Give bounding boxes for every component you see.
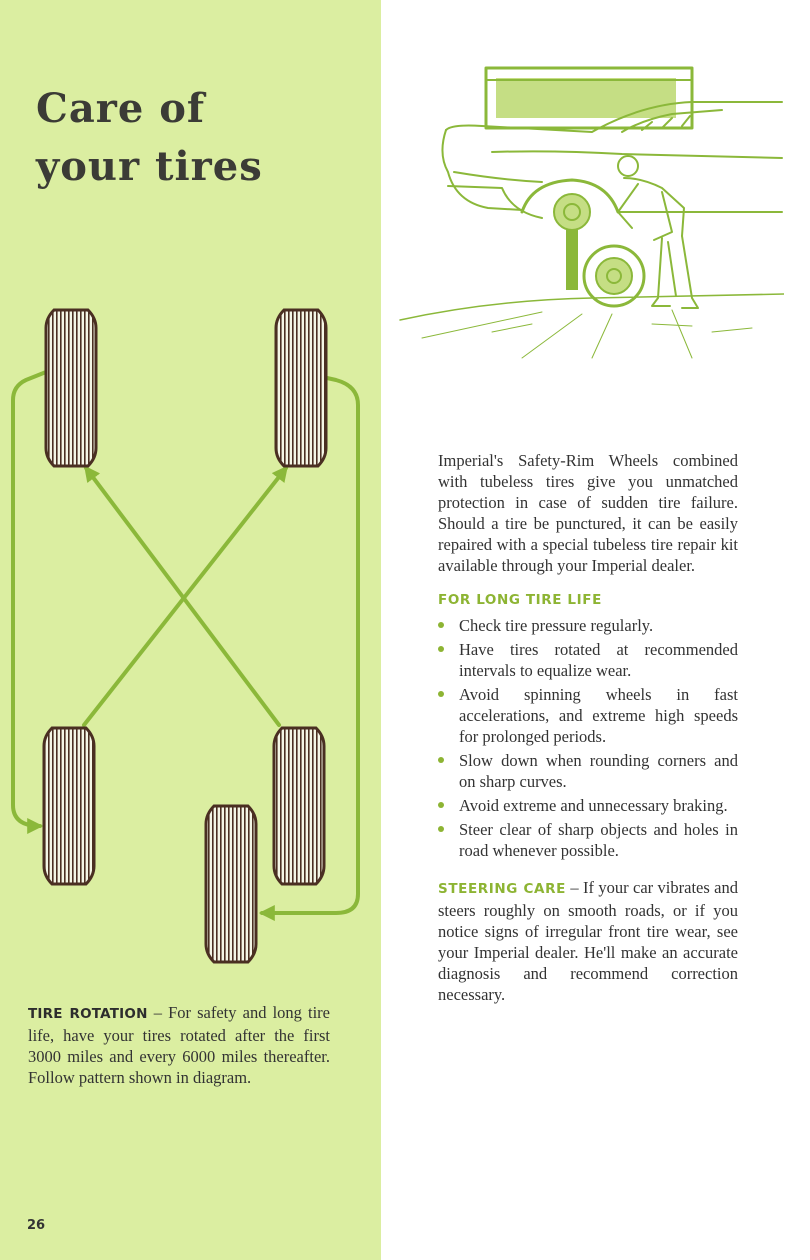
bullet-icon — [438, 802, 444, 808]
tire-front-right-icon — [276, 310, 326, 466]
list-item — [438, 684, 738, 747]
steering-care-paragraph — [438, 877, 738, 1005]
bullet-icon — [438, 646, 444, 652]
page-title-line-1: Care of — [36, 85, 206, 132]
intro-paragraph: Imperial's Safety-Rim Wheels combined with tubeless tires give you unmatched protection in case of sudden tire failure. Should a tire be punctured, it can be easily repaired with a special tubeless tire repair kit available through your Imperial dealer. — [438, 451, 738, 575]
list-item — [438, 615, 738, 636]
steering-care-text: If your car vibrates and steers roughly on smooth roads, or if you notice signs of irregular front tire wear, see your Imperial dealer. He'll make an accurate diagnosis and recommend correction necessary. — [438, 878, 738, 1004]
tip-text: Steer clear of sharp objects and holes in road whenever possible. — [459, 820, 738, 860]
list-item — [438, 795, 738, 816]
right-text-column — [438, 450, 738, 1005]
page-title-line-2: your tires — [36, 143, 263, 190]
bullet-icon — [438, 691, 444, 697]
list-item — [438, 819, 738, 861]
tire-rotation-separator: – — [147, 1003, 169, 1022]
bullet-icon — [438, 622, 444, 628]
tip-text: Avoid spinning wheels in fast accelerations, and extreme high speeds for prolonged periods. — [459, 685, 738, 746]
bullet-icon — [438, 826, 444, 832]
tire-rear-left-icon — [44, 728, 94, 884]
tire-rotation-text: For safety and long tire life, have your tires rotated after the first 3000 miles and every 6000 miles thereafter. Follow pattern shown in diagram. — [28, 1003, 331, 1087]
list-item — [438, 639, 738, 681]
long-tire-life-heading: FOR LONG TIRE LIFE — [438, 592, 602, 608]
tip-text: Slow down when rounding corners and on sharp curves. — [459, 751, 738, 791]
tire-rotation-diagram — [0, 300, 381, 980]
bullet-icon — [438, 757, 444, 763]
tire-rear-right-icon — [274, 728, 324, 884]
tire-rotation-caption — [28, 1002, 330, 1088]
tip-text: Check tire pressure regularly. — [459, 616, 654, 635]
page-number: 26 — [27, 1218, 46, 1233]
steering-care-separator: – — [565, 878, 583, 897]
tip-text: Avoid extreme and unnecessary braking. — [459, 796, 728, 815]
tire-life-tips-list — [438, 615, 738, 861]
arrow-front-left-to-rear-left — [13, 372, 46, 826]
tire-front-left-icon — [46, 310, 96, 466]
mechanic-tire-illustration — [392, 62, 784, 362]
list-item — [438, 750, 738, 792]
steering-care-heading: STEERING CARE — [438, 881, 566, 897]
tire-spare-icon — [206, 806, 256, 962]
tip-text: Have tires rotated at recommended intervals to equalize wear. — [459, 640, 738, 680]
tire-rotation-heading: TIRE ROTATION — [28, 1006, 148, 1022]
page-title — [36, 80, 263, 196]
